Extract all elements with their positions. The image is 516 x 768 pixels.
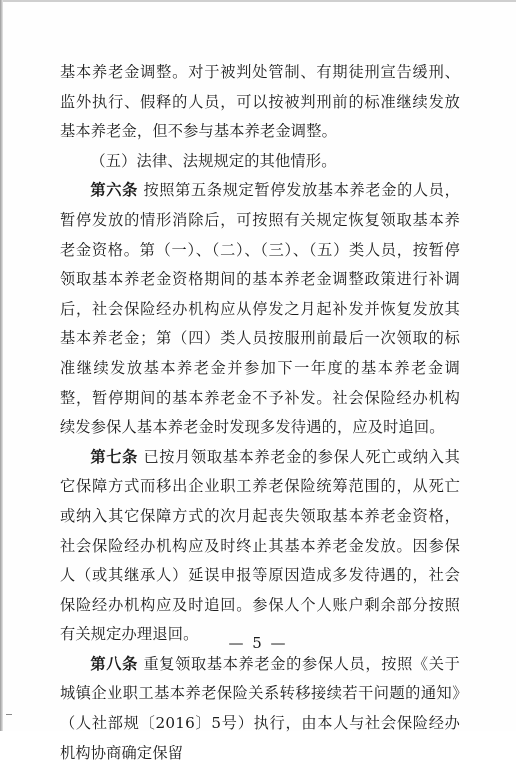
scan-top-border bbox=[0, 0, 516, 2]
scan-left-edge bbox=[0, 0, 3, 731]
paragraph-item-five bbox=[60, 147, 460, 177]
paragraph-article-eight bbox=[60, 650, 460, 768]
paragraph-text: 已按月领取基本养老金的参保人死亡或纳入其它保障方式而移出企业职工养老保险统筹范围的，从死亡或纳入其它保障方式的次月起丧失领取基本养老金资格，社会保险经办机构应及时终止其基本养老金发放。因参保人（或其继承人）延误申报等原因造成多发待遇的，社会保险经办机构应及时追回。参保人个人账户剩余部分按照有关规定办理退回。 bbox=[60, 447, 461, 644]
paragraph-continuation bbox=[60, 58, 460, 147]
paragraph-text: 重复领取基本养老金的参保人员，按照《关于城镇企业职工基本养老保险关系转移接续若干问题的通知》（人社部规〔2016〕5号）执行，由本人与社会保险经办机构协商确定保留 bbox=[60, 654, 461, 762]
document-body bbox=[60, 58, 460, 768]
article-number: 第六条 bbox=[90, 181, 138, 200]
scan-corner-mark bbox=[6, 714, 12, 715]
page-number: — 5 — bbox=[228, 634, 288, 652]
paragraph-text: （五）法律、法规规定的其他情形。 bbox=[90, 151, 337, 170]
article-number: 第七条 bbox=[90, 447, 138, 466]
paragraph-text: 按照第五条规定暂停发放基本养老金的人员，暂停发放的情形消除后，可按照有关规定恢复领取基本养老金资格。第（一）、（二）、（三）、（五）类人员，按暂停领取基本养老金资格期间的基本养老金调整政策进行补调后，社会保险经办机构应从停发之月起补发并恢复发放其基本养老金；第（四）类人员按服刑前最后一次领取的标准继续发放基本养老金并参加下一年度的基本养老金调整，暂停期间的基本养老金不予补发。社会保险经办机构续发参保人基本养老金时发现多发待遇的，应及时追回。 bbox=[60, 181, 461, 437]
article-number: 第八条 bbox=[90, 654, 138, 673]
paragraph-article-seven bbox=[60, 443, 460, 650]
paragraph-text: 基本养老金调整。对于被判处管制、有期徒刑宣告缓刑、监外执行、假释的人员，可以按被判刑前的标准继续发放基本养老金，但不参与基本养老金调整。 bbox=[60, 63, 460, 141]
paragraph-article-six bbox=[60, 176, 460, 442]
